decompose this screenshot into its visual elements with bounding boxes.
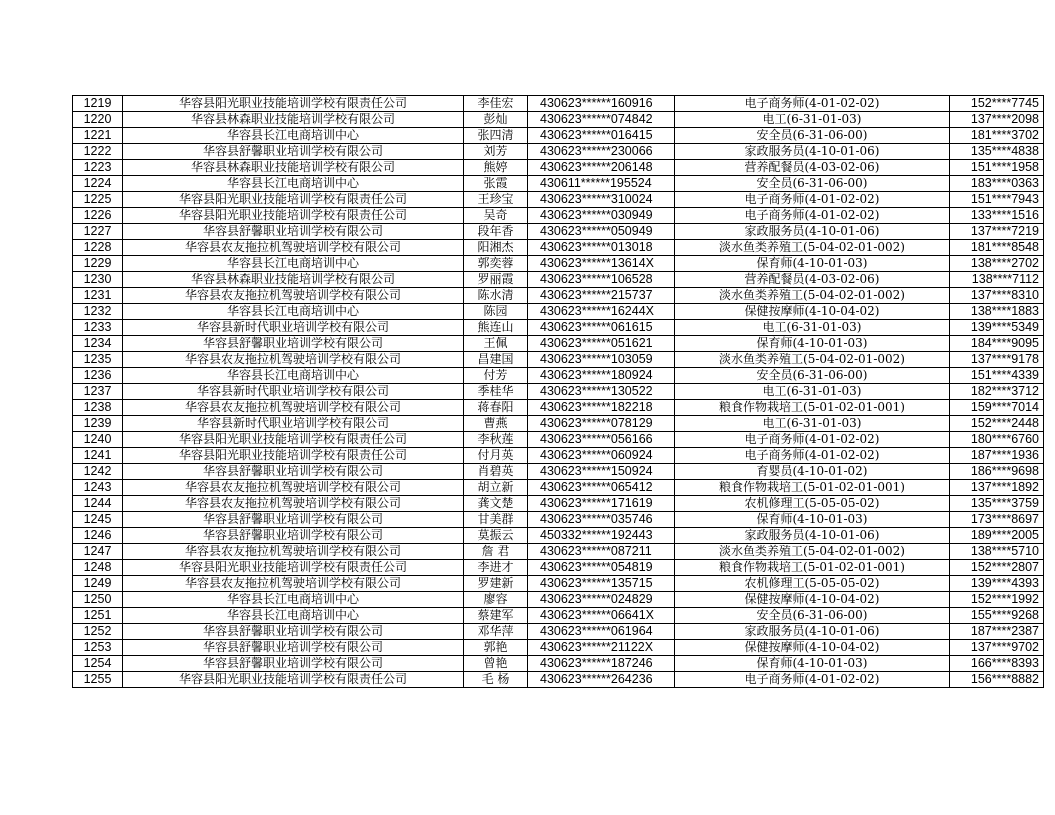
occupation-cell: 营养配餐员(4-03-02-06) xyxy=(675,160,950,176)
row-number-cell: 1244 xyxy=(73,496,123,512)
table-row xyxy=(73,512,1044,528)
row-number-cell: 1249 xyxy=(73,576,123,592)
row-number-cell: 1239 xyxy=(73,416,123,432)
occupation-cell: 安全员(6-31-06-00) xyxy=(675,608,950,624)
table-row xyxy=(73,160,1044,176)
trainee-name-cell: 熊连山 xyxy=(464,320,528,336)
occupation-cell: 安全员(6-31-06-00) xyxy=(675,176,950,192)
occupation-cell: 淡水鱼类养殖工(5-04-02-01-002) xyxy=(675,544,950,560)
phone-cell: 137****7219 xyxy=(950,224,1044,240)
occupation-cell: 粮食作物栽培工(5-01-02-01-001) xyxy=(675,560,950,576)
phone-cell: 152****1992 xyxy=(950,592,1044,608)
phone-cell: 152****7745 xyxy=(950,96,1044,112)
occupation-cell: 电工(6-31-01-03) xyxy=(675,112,950,128)
trainee-name-cell: 王珍宝 xyxy=(464,192,528,208)
table-row xyxy=(73,256,1044,272)
row-number-cell: 1246 xyxy=(73,528,123,544)
row-number-cell: 1225 xyxy=(73,192,123,208)
table-row xyxy=(73,672,1044,688)
phone-cell: 186****9698 xyxy=(950,464,1044,480)
id-number-cell: 430623******13614X xyxy=(528,256,675,272)
table-row xyxy=(73,608,1044,624)
occupation-cell: 保健按摩师(4-10-04-02) xyxy=(675,304,950,320)
phone-cell: 152****2448 xyxy=(950,416,1044,432)
phone-cell: 138****1883 xyxy=(950,304,1044,320)
phone-cell: 181****3702 xyxy=(950,128,1044,144)
table-row xyxy=(73,448,1044,464)
phone-cell: 173****8697 xyxy=(950,512,1044,528)
row-number-cell: 1252 xyxy=(73,624,123,640)
training-school-cell: 华容县农友拖拉机驾驶培训学校有限公司 xyxy=(123,352,464,368)
id-number-cell: 430623******054819 xyxy=(528,560,675,576)
table-row xyxy=(73,368,1044,384)
phone-cell: 166****8393 xyxy=(950,656,1044,672)
table-row xyxy=(73,416,1044,432)
table-row xyxy=(73,240,1044,256)
row-number-cell: 1233 xyxy=(73,320,123,336)
phone-cell: 152****2807 xyxy=(950,560,1044,576)
row-number-cell: 1219 xyxy=(73,96,123,112)
table-row xyxy=(73,640,1044,656)
phone-cell: 139****5349 xyxy=(950,320,1044,336)
row-number-cell: 1226 xyxy=(73,208,123,224)
row-number-cell: 1231 xyxy=(73,288,123,304)
row-number-cell: 1254 xyxy=(73,656,123,672)
phone-cell: 155****9268 xyxy=(950,608,1044,624)
occupation-cell: 粮食作物栽培工(5-01-02-01-001) xyxy=(675,480,950,496)
occupation-cell: 育婴员(4-10-01-02) xyxy=(675,464,950,480)
id-number-cell: 430623******230066 xyxy=(528,144,675,160)
id-number-cell: 430623******035746 xyxy=(528,512,675,528)
row-number-cell: 1236 xyxy=(73,368,123,384)
occupation-cell: 电子商务师(4-01-02-02) xyxy=(675,448,950,464)
id-number-cell: 430623******160916 xyxy=(528,96,675,112)
phone-cell: 137****2098 xyxy=(950,112,1044,128)
phone-cell: 151****1958 xyxy=(950,160,1044,176)
row-number-cell: 1237 xyxy=(73,384,123,400)
id-number-cell: 430623******182218 xyxy=(528,400,675,416)
table-row xyxy=(73,400,1044,416)
trainee-name-cell: 龚文楚 xyxy=(464,496,528,512)
training-school-cell: 华容县长江电商培训中心 xyxy=(123,304,464,320)
training-school-cell: 华容县阳光职业技能培训学校有限责任公司 xyxy=(123,208,464,224)
id-number-cell: 430623******150924 xyxy=(528,464,675,480)
phone-cell: 137****9702 xyxy=(950,640,1044,656)
occupation-cell: 淡水鱼类养殖工(5-04-02-01-002) xyxy=(675,240,950,256)
row-number-cell: 1245 xyxy=(73,512,123,528)
trainee-table xyxy=(72,95,1044,688)
trainee-name-cell: 邓华萍 xyxy=(464,624,528,640)
table-row xyxy=(73,624,1044,640)
trainee-name-cell: 郭奕蓉 xyxy=(464,256,528,272)
training-school-cell: 华容县农友拖拉机驾驶培训学校有限公司 xyxy=(123,240,464,256)
id-number-cell: 430623******050949 xyxy=(528,224,675,240)
trainee-name-cell: 李佳宏 xyxy=(464,96,528,112)
phone-cell: 184****9095 xyxy=(950,336,1044,352)
training-school-cell: 华容县舒馨职业培训学校有限公司 xyxy=(123,336,464,352)
trainee-name-cell: 付芳 xyxy=(464,368,528,384)
training-school-cell: 华容县长江电商培训中心 xyxy=(123,368,464,384)
occupation-cell: 保育师(4-10-01-03) xyxy=(675,512,950,528)
training-school-cell: 华容县阳光职业技能培训学校有限责任公司 xyxy=(123,560,464,576)
phone-cell: 189****2005 xyxy=(950,528,1044,544)
id-number-cell: 430623******024829 xyxy=(528,592,675,608)
occupation-cell: 电工(6-31-01-03) xyxy=(675,416,950,432)
occupation-cell: 电子商务师(4-01-02-02) xyxy=(675,432,950,448)
training-school-cell: 华容县林森职业技能培训学校有限公司 xyxy=(123,112,464,128)
id-number-cell: 430623******065412 xyxy=(528,480,675,496)
table-row xyxy=(73,496,1044,512)
phone-cell: 138****2702 xyxy=(950,256,1044,272)
training-school-cell: 华容县舒馨职业培训学校有限公司 xyxy=(123,528,464,544)
phone-cell: 139****4393 xyxy=(950,576,1044,592)
id-number-cell: 430623******206148 xyxy=(528,160,675,176)
phone-cell: 135****4838 xyxy=(950,144,1044,160)
phone-cell: 138****7112 xyxy=(950,272,1044,288)
phone-cell: 156****8882 xyxy=(950,672,1044,688)
trainee-name-cell: 曹燕 xyxy=(464,416,528,432)
trainee-name-cell: 张霞 xyxy=(464,176,528,192)
row-number-cell: 1235 xyxy=(73,352,123,368)
row-number-cell: 1250 xyxy=(73,592,123,608)
table-row xyxy=(73,560,1044,576)
trainee-name-cell: 季桂华 xyxy=(464,384,528,400)
id-number-cell: 430623******16244X xyxy=(528,304,675,320)
table-row xyxy=(73,592,1044,608)
table-row xyxy=(73,224,1044,240)
phone-cell: 137****9178 xyxy=(950,352,1044,368)
row-number-cell: 1228 xyxy=(73,240,123,256)
phone-cell: 187****2387 xyxy=(950,624,1044,640)
table-row xyxy=(73,288,1044,304)
id-number-cell: 430623******215737 xyxy=(528,288,675,304)
training-school-cell: 华容县农友拖拉机驾驶培训学校有限公司 xyxy=(123,576,464,592)
row-number-cell: 1255 xyxy=(73,672,123,688)
table-row xyxy=(73,96,1044,112)
training-school-cell: 华容县阳光职业技能培训学校有限责任公司 xyxy=(123,192,464,208)
trainee-name-cell: 陈水清 xyxy=(464,288,528,304)
training-school-cell: 华容县阳光职业技能培训学校有限责任公司 xyxy=(123,96,464,112)
trainee-name-cell: 李进才 xyxy=(464,560,528,576)
training-school-cell: 华容县长江电商培训中心 xyxy=(123,176,464,192)
table-row xyxy=(73,208,1044,224)
phone-cell: 151****4339 xyxy=(950,368,1044,384)
occupation-cell: 营养配餐员(4-03-02-06) xyxy=(675,272,950,288)
phone-cell: 135****3759 xyxy=(950,496,1044,512)
occupation-cell: 家政服务员(4-10-01-06) xyxy=(675,624,950,640)
training-school-cell: 华容县农友拖拉机驾驶培训学校有限公司 xyxy=(123,544,464,560)
occupation-cell: 安全员(6-31-06-00) xyxy=(675,128,950,144)
table-row xyxy=(73,320,1044,336)
training-school-cell: 华容县舒馨职业培训学校有限公司 xyxy=(123,224,464,240)
training-school-cell: 华容县农友拖拉机驾驶培训学校有限公司 xyxy=(123,496,464,512)
row-number-cell: 1242 xyxy=(73,464,123,480)
training-school-cell: 华容县新时代职业培训学校有限公司 xyxy=(123,320,464,336)
id-number-cell: 430623******016415 xyxy=(528,128,675,144)
id-number-cell: 430623******013018 xyxy=(528,240,675,256)
trainee-name-cell: 蔡建军 xyxy=(464,608,528,624)
table-row xyxy=(73,144,1044,160)
table-body xyxy=(73,96,1044,688)
row-number-cell: 1221 xyxy=(73,128,123,144)
occupation-cell: 淡水鱼类养殖工(5-04-02-01-002) xyxy=(675,352,950,368)
id-number-cell: 430623******074842 xyxy=(528,112,675,128)
training-school-cell: 华容县舒馨职业培训学校有限公司 xyxy=(123,656,464,672)
table-row xyxy=(73,352,1044,368)
id-number-cell: 430611******195524 xyxy=(528,176,675,192)
row-number-cell: 1230 xyxy=(73,272,123,288)
occupation-cell: 淡水鱼类养殖工(5-04-02-01-002) xyxy=(675,288,950,304)
id-number-cell: 430623******103059 xyxy=(528,352,675,368)
phone-cell: 138****5710 xyxy=(950,544,1044,560)
id-number-cell: 450332******192443 xyxy=(528,528,675,544)
occupation-cell: 保健按摩师(4-10-04-02) xyxy=(675,592,950,608)
id-number-cell: 430623******130522 xyxy=(528,384,675,400)
trainee-name-cell: 陈园 xyxy=(464,304,528,320)
row-number-cell: 1240 xyxy=(73,432,123,448)
training-school-cell: 华容县舒馨职业培训学校有限公司 xyxy=(123,624,464,640)
trainee-name-cell: 罗丽霞 xyxy=(464,272,528,288)
occupation-cell: 电工(6-31-01-03) xyxy=(675,384,950,400)
training-school-cell: 华容县阳光职业技能培训学校有限责任公司 xyxy=(123,672,464,688)
trainee-name-cell: 吴奇 xyxy=(464,208,528,224)
table-row xyxy=(73,384,1044,400)
occupation-cell: 电工(6-31-01-03) xyxy=(675,320,950,336)
table-row xyxy=(73,576,1044,592)
trainee-name-cell: 彭灿 xyxy=(464,112,528,128)
trainee-name-cell: 甘美群 xyxy=(464,512,528,528)
table-row xyxy=(73,336,1044,352)
occupation-cell: 粮食作物栽培工(5-01-02-01-001) xyxy=(675,400,950,416)
table-row xyxy=(73,128,1044,144)
phone-cell: 183****0363 xyxy=(950,176,1044,192)
id-number-cell: 430623******061964 xyxy=(528,624,675,640)
training-school-cell: 华容县长江电商培训中心 xyxy=(123,608,464,624)
row-number-cell: 1229 xyxy=(73,256,123,272)
trainee-name-cell: 詹 君 xyxy=(464,544,528,560)
phone-cell: 182****3712 xyxy=(950,384,1044,400)
table-row xyxy=(73,112,1044,128)
table-row xyxy=(73,464,1044,480)
trainee-name-cell: 郭艳 xyxy=(464,640,528,656)
trainee-name-cell: 张四清 xyxy=(464,128,528,144)
training-school-cell: 华容县阳光职业技能培训学校有限责任公司 xyxy=(123,432,464,448)
training-school-cell: 华容县阳光职业技能培训学校有限责任公司 xyxy=(123,448,464,464)
training-school-cell: 华容县舒馨职业培训学校有限公司 xyxy=(123,640,464,656)
phone-cell: 137****1892 xyxy=(950,480,1044,496)
row-number-cell: 1232 xyxy=(73,304,123,320)
id-number-cell: 430623******264236 xyxy=(528,672,675,688)
occupation-cell: 保育师(4-10-01-03) xyxy=(675,256,950,272)
row-number-cell: 1247 xyxy=(73,544,123,560)
id-number-cell: 430623******21122X xyxy=(528,640,675,656)
phone-cell: 133****1516 xyxy=(950,208,1044,224)
table-row xyxy=(73,528,1044,544)
row-number-cell: 1234 xyxy=(73,336,123,352)
id-number-cell: 430623******030949 xyxy=(528,208,675,224)
trainee-name-cell: 王佩 xyxy=(464,336,528,352)
training-school-cell: 华容县林森职业技能培训学校有限公司 xyxy=(123,272,464,288)
trainee-name-cell: 肖碧英 xyxy=(464,464,528,480)
table-row xyxy=(73,272,1044,288)
trainee-name-cell: 付月英 xyxy=(464,448,528,464)
row-number-cell: 1243 xyxy=(73,480,123,496)
phone-cell: 137****8310 xyxy=(950,288,1044,304)
occupation-cell: 保育师(4-10-01-03) xyxy=(675,336,950,352)
occupation-cell: 安全员(6-31-06-00) xyxy=(675,368,950,384)
row-number-cell: 1251 xyxy=(73,608,123,624)
training-school-cell: 华容县舒馨职业培训学校有限公司 xyxy=(123,144,464,160)
id-number-cell: 430623******171619 xyxy=(528,496,675,512)
phone-cell: 159****7014 xyxy=(950,400,1044,416)
row-number-cell: 1223 xyxy=(73,160,123,176)
occupation-cell: 电子商务师(4-01-02-02) xyxy=(675,208,950,224)
occupation-cell: 农机修理工(5-05-05-02) xyxy=(675,576,950,592)
trainee-name-cell: 熊婷 xyxy=(464,160,528,176)
id-number-cell: 430623******106528 xyxy=(528,272,675,288)
training-school-cell: 华容县农友拖拉机驾驶培训学校有限公司 xyxy=(123,480,464,496)
table-row xyxy=(73,480,1044,496)
id-number-cell: 430623******06641X xyxy=(528,608,675,624)
occupation-cell: 家政服务员(4-10-01-06) xyxy=(675,528,950,544)
table-row xyxy=(73,432,1044,448)
id-number-cell: 430623******087211 xyxy=(528,544,675,560)
occupation-cell: 家政服务员(4-10-01-06) xyxy=(675,144,950,160)
id-number-cell: 430623******061615 xyxy=(528,320,675,336)
row-number-cell: 1222 xyxy=(73,144,123,160)
row-number-cell: 1238 xyxy=(73,400,123,416)
training-school-cell: 华容县舒馨职业培训学校有限公司 xyxy=(123,512,464,528)
table-row xyxy=(73,656,1044,672)
occupation-cell: 电子商务师(4-01-02-02) xyxy=(675,672,950,688)
phone-cell: 151****7943 xyxy=(950,192,1044,208)
trainee-name-cell: 段年香 xyxy=(464,224,528,240)
training-school-cell: 华容县新时代职业培训学校有限公司 xyxy=(123,416,464,432)
occupation-cell: 家政服务员(4-10-01-06) xyxy=(675,224,950,240)
id-number-cell: 430623******180924 xyxy=(528,368,675,384)
training-school-cell: 华容县新时代职业培训学校有限公司 xyxy=(123,384,464,400)
id-number-cell: 430623******310024 xyxy=(528,192,675,208)
table-row xyxy=(73,192,1044,208)
trainee-name-cell: 罗建新 xyxy=(464,576,528,592)
id-number-cell: 430623******187246 xyxy=(528,656,675,672)
row-number-cell: 1227 xyxy=(73,224,123,240)
table-row xyxy=(73,176,1044,192)
phone-cell: 187****1936 xyxy=(950,448,1044,464)
training-school-cell: 华容县长江电商培训中心 xyxy=(123,256,464,272)
occupation-cell: 保育师(4-10-01-03) xyxy=(675,656,950,672)
table-row xyxy=(73,544,1044,560)
row-number-cell: 1241 xyxy=(73,448,123,464)
occupation-cell: 保健按摩师(4-10-04-02) xyxy=(675,640,950,656)
row-number-cell: 1224 xyxy=(73,176,123,192)
trainee-name-cell: 蒋春阳 xyxy=(464,400,528,416)
training-school-cell: 华容县农友拖拉机驾驶培训学校有限公司 xyxy=(123,400,464,416)
trainee-name-cell: 廖容 xyxy=(464,592,528,608)
trainee-name-cell: 莫振云 xyxy=(464,528,528,544)
training-school-cell: 华容县舒馨职业培训学校有限公司 xyxy=(123,464,464,480)
training-school-cell: 华容县长江电商培训中心 xyxy=(123,592,464,608)
trainee-name-cell: 毛 杨 xyxy=(464,672,528,688)
id-number-cell: 430623******135715 xyxy=(528,576,675,592)
id-number-cell: 430623******051621 xyxy=(528,336,675,352)
trainee-name-cell: 胡立新 xyxy=(464,480,528,496)
trainee-name-cell: 刘芳 xyxy=(464,144,528,160)
training-school-cell: 华容县林森职业技能培训学校有限公司 xyxy=(123,160,464,176)
trainee-name-cell: 李秋莲 xyxy=(464,432,528,448)
training-school-cell: 华容县农友拖拉机驾驶培训学校有限公司 xyxy=(123,288,464,304)
id-number-cell: 430623******060924 xyxy=(528,448,675,464)
row-number-cell: 1248 xyxy=(73,560,123,576)
trainee-name-cell: 阳湘杰 xyxy=(464,240,528,256)
training-school-cell: 华容县长江电商培训中心 xyxy=(123,128,464,144)
phone-cell: 181****8548 xyxy=(950,240,1044,256)
phone-cell: 180****6760 xyxy=(950,432,1044,448)
occupation-cell: 农机修理工(5-05-05-02) xyxy=(675,496,950,512)
row-number-cell: 1220 xyxy=(73,112,123,128)
row-number-cell: 1253 xyxy=(73,640,123,656)
trainee-name-cell: 曾艳 xyxy=(464,656,528,672)
id-number-cell: 430623******056166 xyxy=(528,432,675,448)
occupation-cell: 电子商务师(4-01-02-02) xyxy=(675,96,950,112)
id-number-cell: 430623******078129 xyxy=(528,416,675,432)
table-row xyxy=(73,304,1044,320)
occupation-cell: 电子商务师(4-01-02-02) xyxy=(675,192,950,208)
trainee-name-cell: 昌建国 xyxy=(464,352,528,368)
